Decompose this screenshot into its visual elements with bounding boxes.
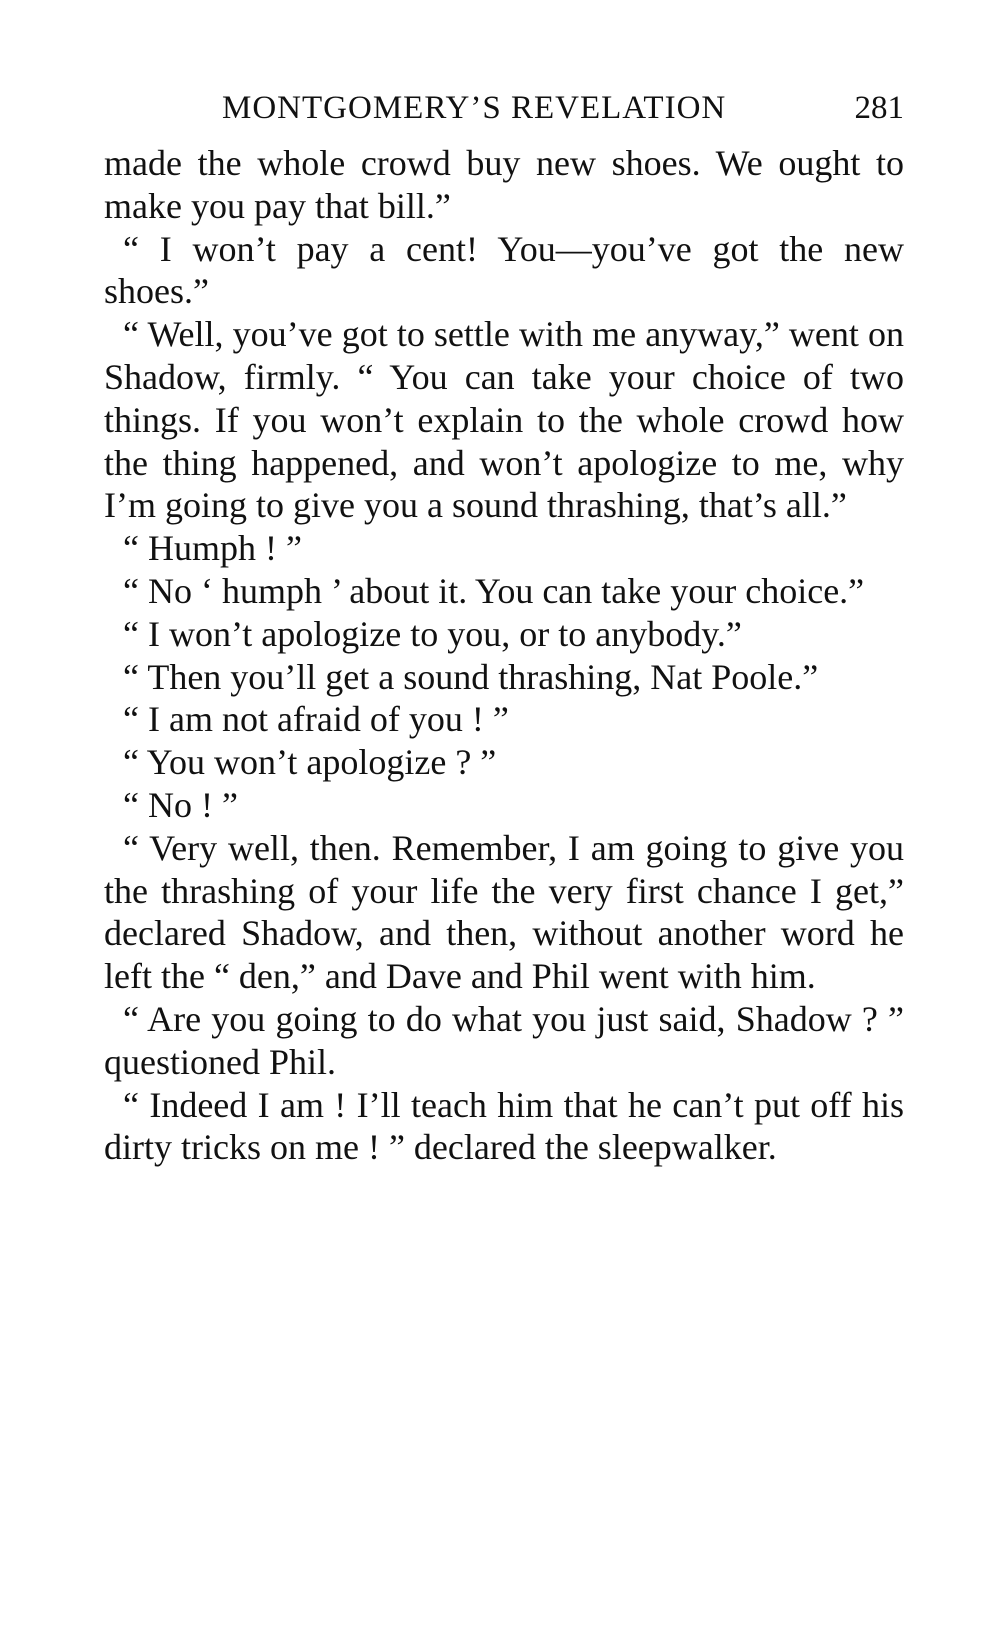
paragraph: “ I am not afraid of you ! ” [123,699,509,740]
paragraph: “ Indeed I am ! I’ll teach him that he can’t put off his dirty tricks on me ! ” declared the sleepwalker. [104,1084,904,1168]
paragraph: “ Well, you’ve got to settle with me anyway,” went on Shadow, firmly. “ You can take your choice of two things. If you won’t explain to the whole crowd how the thing happened, and won’t apologize to me, why I’m going to give you a sound thrashing, that’s all.” [104,314,904,526]
paragraph: “ You won’t apologize ? ” [123,742,497,783]
body-text [104,142,904,1169]
book-page [104,90,904,1169]
paragraph: made the whole crowd buy new shoes. We ought to make you pay that bill.” [104,143,904,226]
paragraph: “ No ‘ humph ’ about it. You can take your choice.” [123,570,865,611]
page-number: 281 [854,90,904,126]
paragraph: “ Humph ! ” [123,528,302,569]
paragraph: “ Are you going to do what you just said, Shadow ? ” questioned Phil. [104,998,904,1082]
page-header [104,90,904,142]
paragraph: “ Very well, then. Remember, I am going to give you the thrashing of your life the very first chance I get,” declared Shadow, and then, without another word he left the “ den,” and Dave and Phil went with him. [104,827,904,997]
running-head: MONTGOMERY’S REVELATION [222,90,727,126]
paragraph: “ I won’t apologize to you, or to anybody.” [123,613,742,654]
paragraph: “ Then you’ll get a sound thrashing, Nat Poole.” [123,656,819,697]
paragraph: “ I won’t pay a cent! You—you’ve got the new shoes.” [104,228,904,312]
paragraph: “ No ! ” [123,784,238,825]
